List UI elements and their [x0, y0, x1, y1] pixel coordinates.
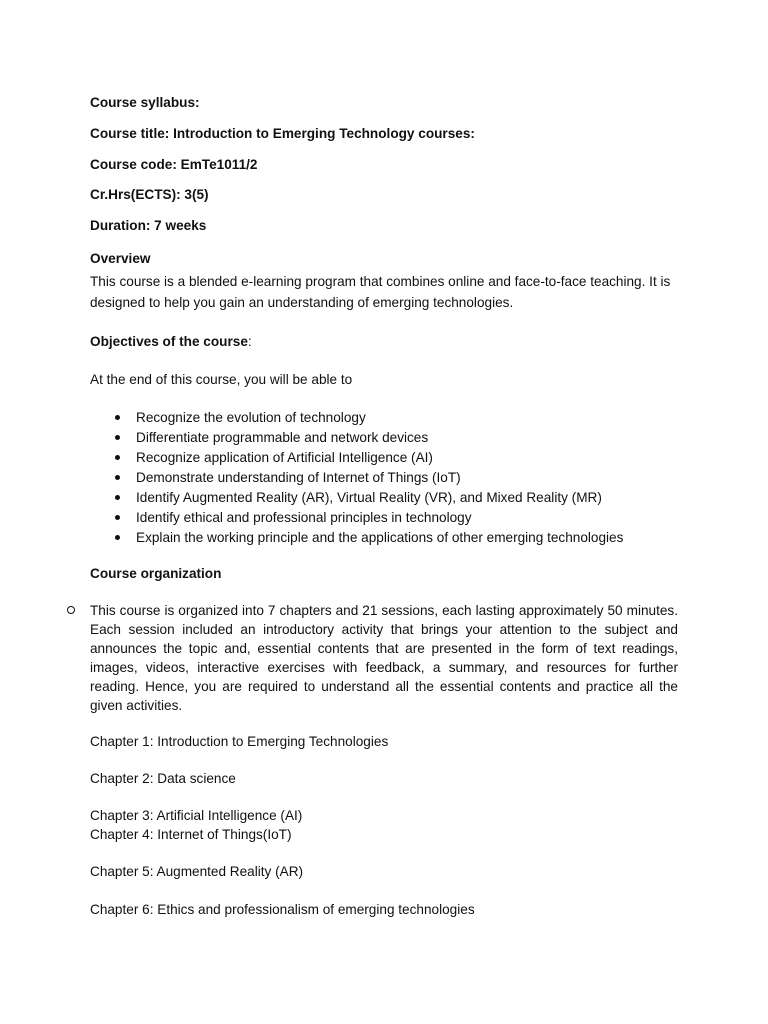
objectives-intro: At the end of this course, you will be able to	[90, 372, 353, 387]
organization-paragraph: This course is organized into 7 chapters and 21 sessions, each lasting approximately 50 minutes. Each session included an introductory activity that brings your attention to the subject and announces the topic and, essential contents that are presented in the form of text readings, images, videos, interactive exercises with feedback, a summary, and resources for further reading. Hence, you are required to understand all the essential contents and practice all the given activities.	[90, 603, 678, 713]
bullet-dot-icon	[115, 515, 120, 520]
organization-heading: Course organization	[90, 566, 222, 581]
list-item	[90, 508, 623, 528]
objectives-heading-colon: :	[247, 334, 252, 349]
list-item-text: Identify ethical and professional principles in technology	[136, 510, 472, 525]
list-item	[90, 428, 623, 448]
list-item	[90, 528, 623, 548]
list-item-text: Recognize application of Artificial Intelligence (AI)	[136, 450, 433, 465]
course-code-line: Course code: EmTe1011/2	[90, 157, 258, 172]
list-item-text: Identify Augmented Reality (AR), Virtual Reality (VR), and Mixed Reality (MR)	[136, 490, 602, 505]
overview-heading: Overview	[90, 251, 151, 266]
bullet-dot-icon	[115, 535, 120, 540]
syllabus-label: Course syllabus:	[90, 95, 200, 110]
bullet-dot-icon	[115, 415, 120, 420]
objectives-heading-text: Objectives of the course	[90, 334, 248, 349]
chapter-2: Chapter 2: Data science	[90, 771, 236, 786]
chapter-5: Chapter 5: Augmented Reality (AR)	[90, 864, 304, 879]
list-item	[90, 468, 623, 488]
course-title-line: Course title: Introduction to Emerging Technology courses:	[90, 126, 475, 141]
chapter-4: Chapter 4: Internet of Things(IoT)	[90, 827, 292, 842]
objectives-list	[90, 408, 623, 548]
list-item-text: Recognize the evolution of technology	[136, 410, 366, 425]
list-item	[90, 488, 623, 508]
hollow-circle-bullet-icon	[67, 606, 75, 614]
list-item-text: Explain the working principle and the applications of other emerging technologies	[136, 530, 624, 545]
chapter-3: Chapter 3: Artificial Intelligence (AI)	[90, 808, 303, 823]
list-item	[90, 408, 623, 428]
overview-paragraph: This course is a blended e-learning program that combines online and face-to-face teaching. It is designed to help you gain an understanding of emerging technologies.	[90, 274, 671, 310]
bullet-dot-icon	[115, 495, 120, 500]
bullet-dot-icon	[115, 435, 120, 440]
objectives-heading	[90, 333, 252, 351]
chapter-1: Chapter 1: Introduction to Emerging Technologies	[90, 734, 389, 749]
list-item	[90, 448, 623, 468]
bullet-dot-icon	[115, 455, 120, 460]
credit-hours-line: Cr.Hrs(ECTS): 3(5)	[90, 187, 209, 202]
bullet-dot-icon	[115, 475, 120, 480]
duration-line: Duration: 7 weeks	[90, 218, 207, 233]
list-item-text: Demonstrate understanding of Internet of Things (IoT)	[136, 470, 461, 485]
chapter-6: Chapter 6: Ethics and professionalism of emerging technologies	[90, 902, 475, 917]
list-item-text: Differentiate programmable and network devices	[136, 430, 429, 445]
